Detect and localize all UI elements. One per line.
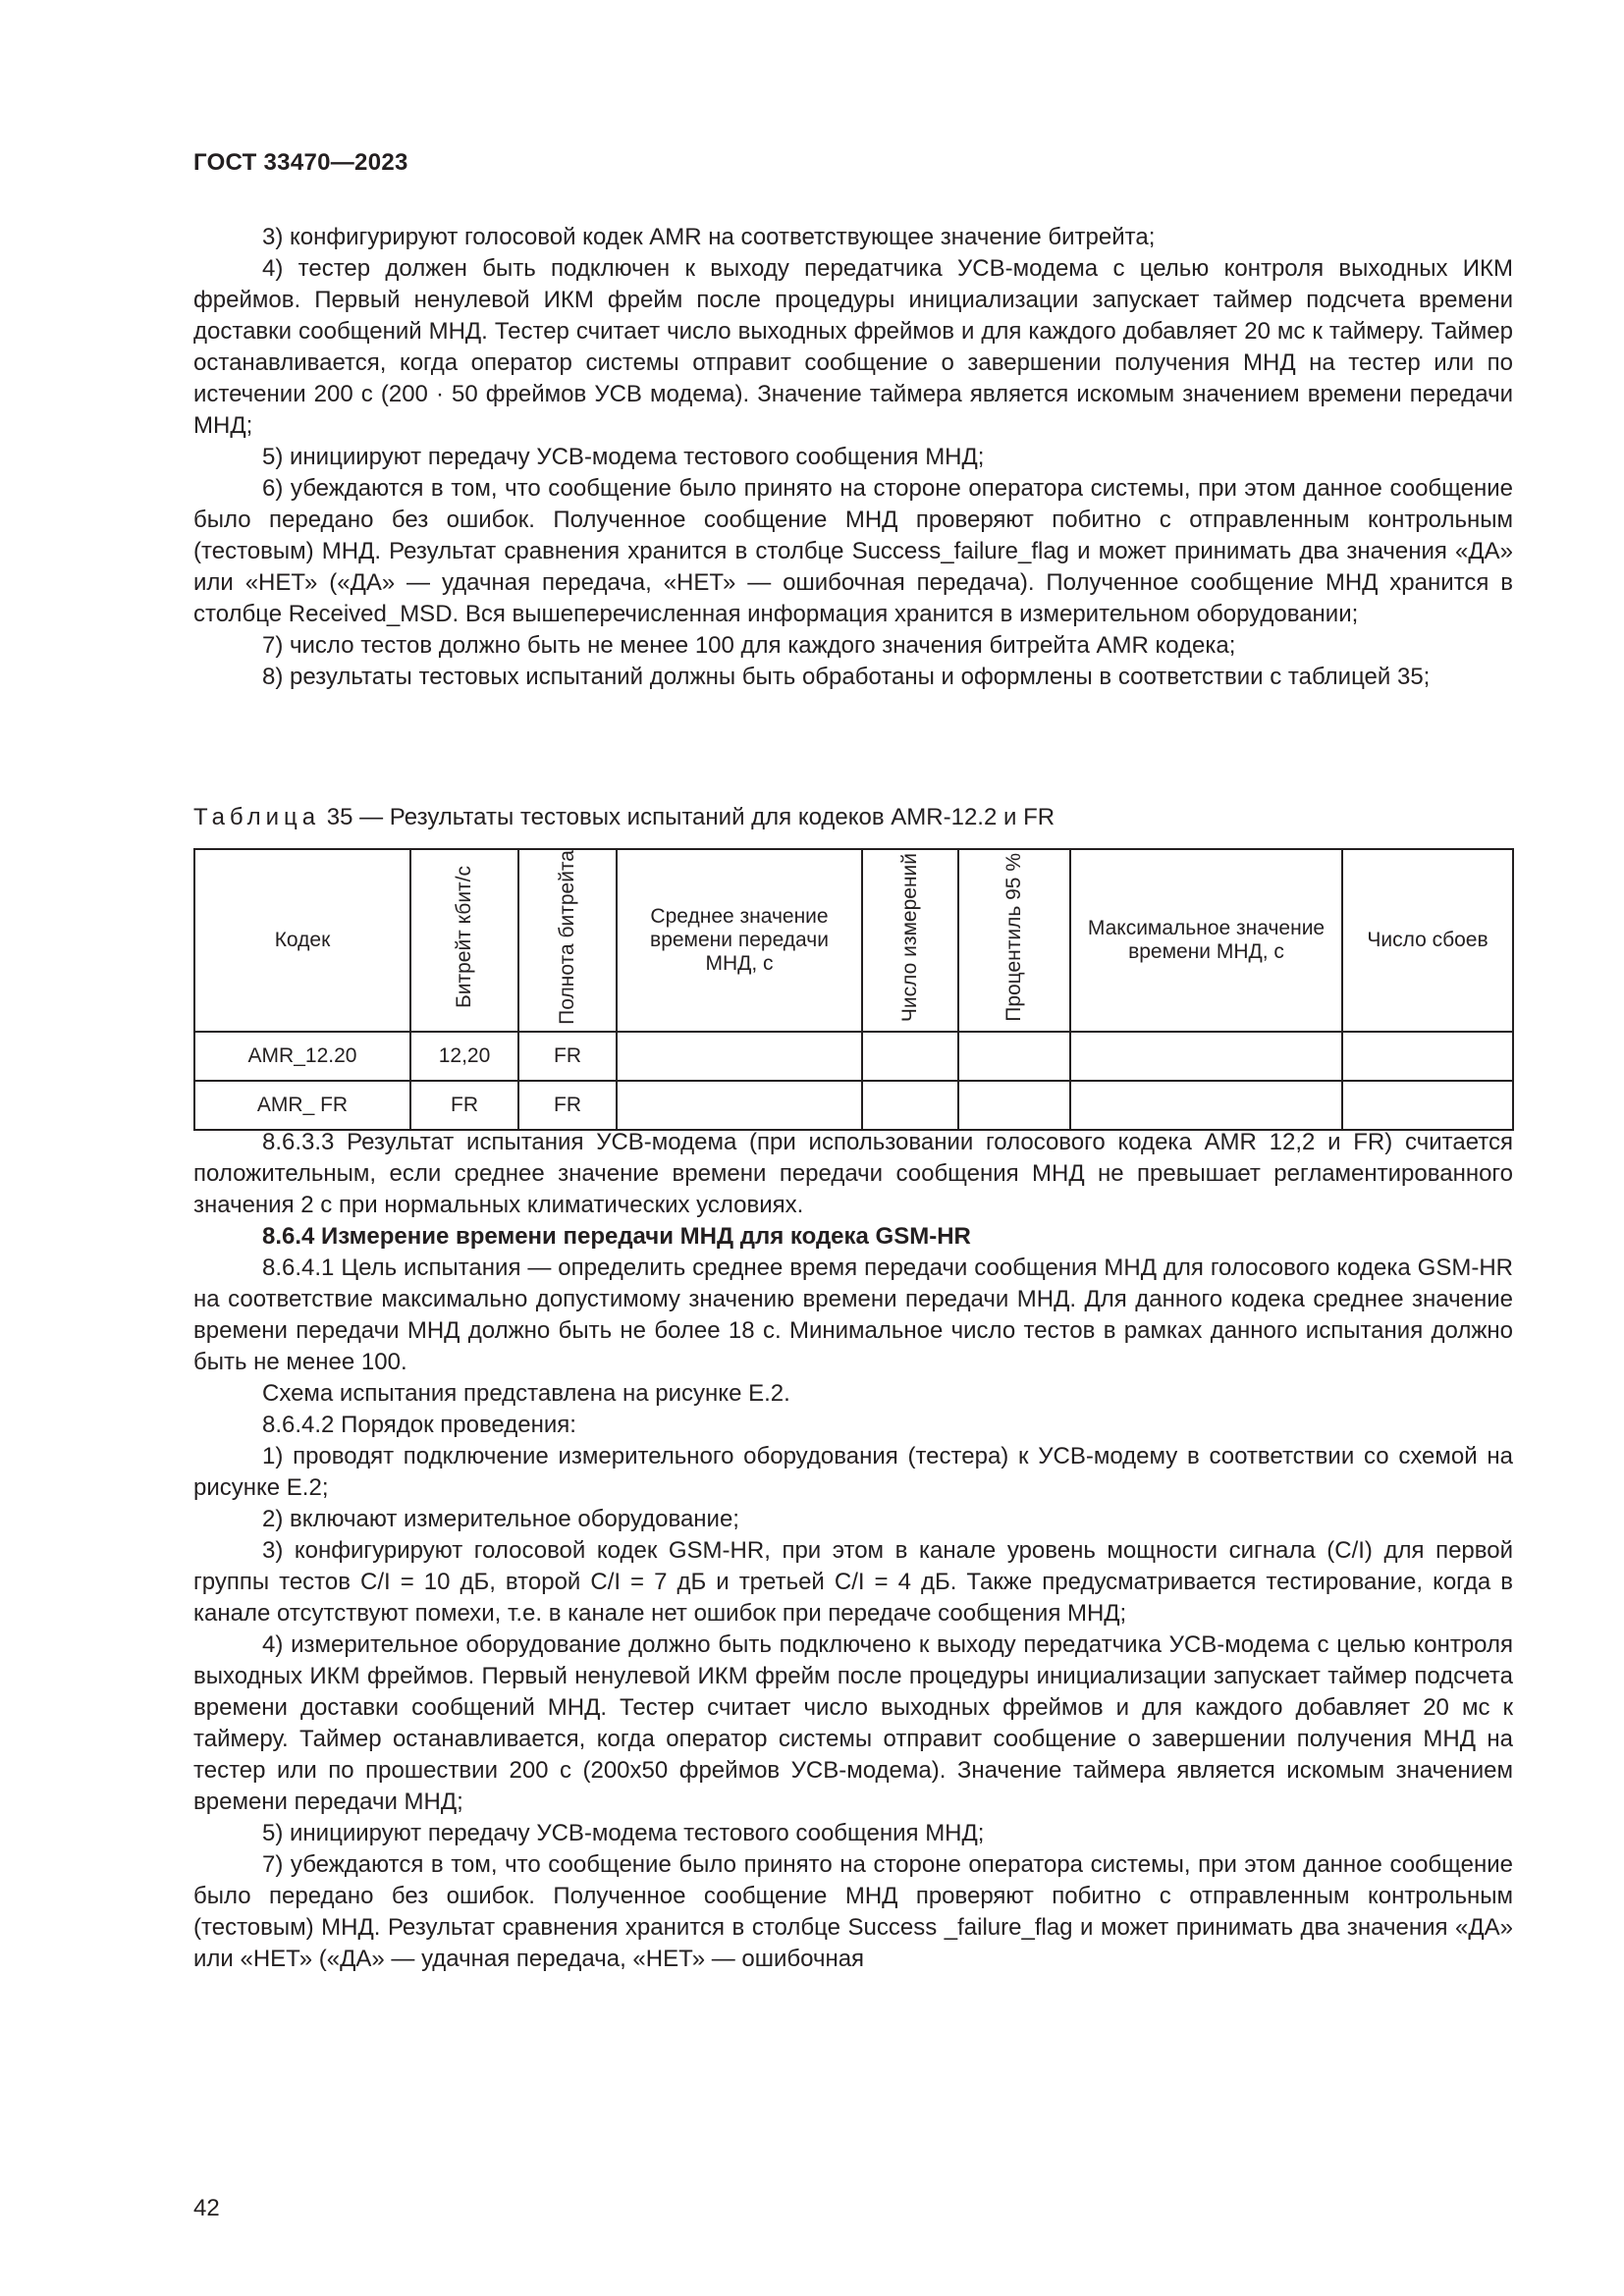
body-text-bottom	[193, 1127, 1513, 1975]
header-measurement-count: Число измерений	[862, 849, 958, 1032]
paragraph: 4) тестер должен быть подключен к выходу передатчика УСВ-модема с целью контроля выходных ИКМ фреймов. Первый ненулевой ИКМ фрейм после процедуры инициализации запускает таймер подсчета времени доставки сообщений МНД. Тестер считает число выходных фреймов и для каждого добавляет 20 мс к таймеру. Таймер останавливается, когда оператор системы отправит сообщение о завершении получения МНД на тестер или по истечении 200 с (200 · 50 фреймов УСВ модема). Значение таймера является искомым значением времени передачи МНД;	[193, 255, 1513, 439]
table-cell	[617, 1032, 862, 1081]
table-cell	[1342, 1032, 1513, 1081]
table-header-row	[194, 849, 1513, 1032]
paragraph: 2) включают измерительное оборудование;	[262, 1506, 739, 1532]
paragraph: 5) инициируют передачу УСВ-модема тестового сообщения МНД;	[262, 444, 985, 470]
table-cell	[862, 1081, 958, 1130]
paragraph: 1) проводят подключение измерительного оборудования (тестера) к УСВ-модему в соответствии со схемой на рисунке Е.2;	[193, 1443, 1513, 1501]
table-cell: FR	[410, 1081, 518, 1130]
table-row	[194, 1081, 1513, 1130]
paragraph: 8.6.4.1 Цель испытания — определить среднее время передачи сообщения МНД для голосового кодека GSM-HR на соответствие максимально допустимому значению времени передачи МНД. Для данного кодека среднее значение времени передачи МНД должно быть не более 18 с. Минимальное число тестов в рамках данного испытания должно быть не менее 100.	[193, 1255, 1513, 1375]
header-max-time: Максимальное значение времени МНД, с	[1070, 849, 1342, 1032]
table-cell: 12,20	[410, 1032, 518, 1081]
paragraph: 8.6.3.3 Результат испытания УСВ-модема (при использовании голосового кодека AMR 12,2 и FR) считается положительным, если среднее значение времени передачи сообщения МНД не превышает регламентированного значения 2 с при нормальных климатических условиях.	[193, 1129, 1513, 1218]
table-cell	[1342, 1081, 1513, 1130]
paragraph: Схема испытания представлена на рисунке Е.2.	[262, 1380, 790, 1407]
paragraph: 7) убеждаются в том, что сообщение было принято на стороне оператора системы, при этом данное сообщение было передано без ошибок. Полученное сообщение МНД проверяют побитно с отправленным контрольным (тестовым) МНД. Результат сравнения хранится в столбце Success _failure_flag и может принимать два значения «ДА» или «НЕТ» («ДА» — удачная передача, «НЕТ» — ошибочная	[193, 1851, 1513, 1972]
table-cell: AMR_12.20	[194, 1032, 410, 1081]
table-caption-label: Таблица	[193, 804, 321, 830]
table-caption	[193, 804, 1055, 831]
table-cell: FR	[518, 1032, 617, 1081]
header-failure-count: Число сбоев	[1342, 849, 1513, 1032]
paragraph: 6) убеждаются в том, что сообщение было принято на стороне оператора системы, при этом данное сообщение было передано без ошибок. Полученное сообщение МНД проверяют побитно с отправленным контрольным (тестовым) МНД. Результат сравнения хранится в столбце Success_failure_flag и может принимать два значения «ДА» или «НЕТ» («ДА» — удачная передача, «НЕТ» — ошибочная передача). Полученное сообщение МНД хранится в столбце Received_MSD. Вся вышеперечисленная информация хранится в измерительном оборудовании;	[193, 475, 1513, 627]
table-cell	[1070, 1032, 1342, 1081]
table-caption-text: 35 — Результаты тестовых испытаний для кодеков AMR-12.2 и FR	[320, 804, 1056, 830]
body-text-top	[193, 222, 1513, 693]
paragraph: 3) конфигурируют голосовой кодек GSM-HR, при этом в канале уровень мощности сигнала (C/I) для первой группы тестов C/I = 10 дБ, второй C/I = 7 дБ и третьей C/I = 4 дБ. Также предусматривается тестирование, когда в канале отсутствуют помехи, т.е. в канале нет ошибок при передаче сообщения МНД;	[193, 1537, 1513, 1627]
document-code-header: ГОСТ 33470—2023	[193, 149, 408, 176]
paragraph: 4) измерительное оборудование должно быть подключено к выходу передатчика УСВ-модема с целью контроля выходных ИКМ фреймов. Первый ненулевой ИКМ фрейм после процедуры инициализации запускает таймер подсчета времени доставки сообщений МНД. Тестер считает число выходных фреймов и для каждого добавляет 20 мс к таймеру. Таймер останавливается, когда оператор системы отправит сообщение о завершении получения МНД на тестер или по прошествии 200 с (200x50 фреймов УСВ-модема). Значение таймера является искомым значением времени передачи МНД;	[193, 1631, 1513, 1815]
header-bitrate: Битрейт кбит/с	[410, 849, 518, 1032]
table-cell	[958, 1081, 1070, 1130]
table-cell	[958, 1032, 1070, 1081]
paragraph: 7) число тестов должно быть не менее 100 для каждого значения битрейта AMR кодека;	[262, 632, 1236, 659]
table-cell	[617, 1081, 862, 1130]
section-heading: 8.6.4 Измерение времени передачи МНД для кодека GSM-HR	[262, 1223, 971, 1250]
table-cell	[862, 1032, 958, 1081]
paragraph: 3) конфигурируют голосовой кодек AMR на соответствующее значение битрейта;	[262, 224, 1156, 250]
table-cell: FR	[518, 1081, 617, 1130]
header-codec: Кодек	[194, 849, 410, 1032]
results-table	[193, 848, 1514, 1131]
header-mean-time: Среднее значение времени передачи МНД, с	[617, 849, 862, 1032]
paragraph: 8) результаты тестовых испытаний должны быть обработаны и оформлены в соответствии с таблицей 35;	[262, 664, 1431, 690]
header-bitrate-completeness: Полнота битрейта	[518, 849, 617, 1032]
page-number: 42	[193, 2195, 220, 2221]
table-row	[194, 1032, 1513, 1081]
table-cell	[1070, 1081, 1342, 1130]
paragraph: 5) инициируют передачу УСВ-модема тестового сообщения МНД;	[262, 1820, 985, 1846]
table-cell: AMR_ FR	[194, 1081, 410, 1130]
paragraph: 8.6.4.2 Порядок проведения:	[262, 1412, 576, 1438]
header-percentile: Процентиль 95 %	[958, 849, 1070, 1032]
